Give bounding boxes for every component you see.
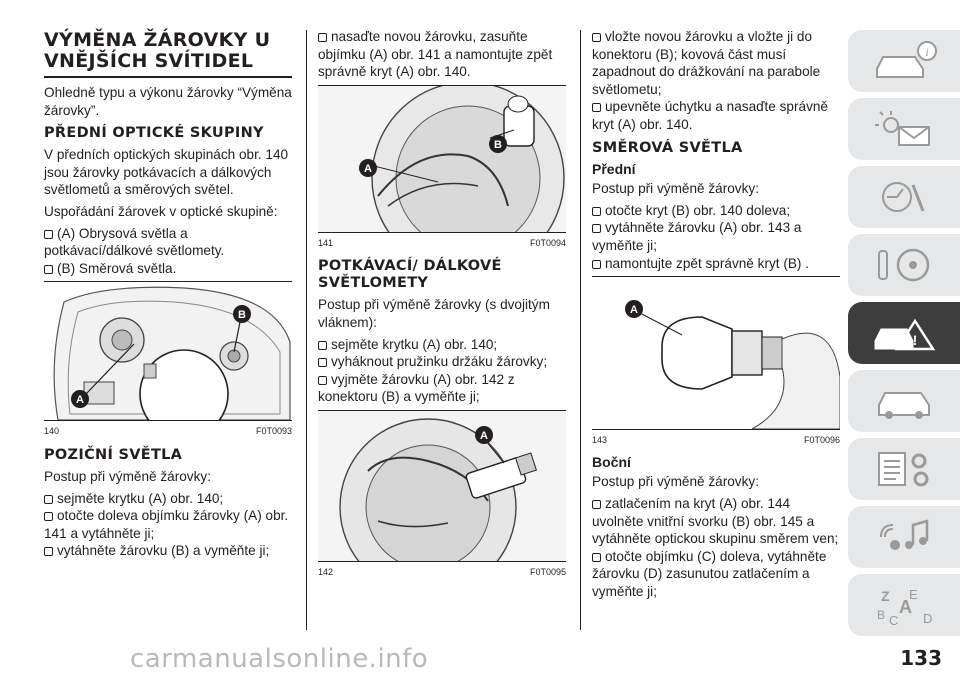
page-number: 133 xyxy=(900,646,942,670)
tab-car-maintenance[interactable] xyxy=(848,370,960,432)
bullet-icon xyxy=(44,265,53,274)
chapter-sidebar xyxy=(848,30,960,642)
figure-143 xyxy=(592,276,840,450)
bullet-icon xyxy=(592,103,601,112)
callout-a: A xyxy=(630,304,638,317)
paragraph: Postup při výměně žárovky (s dvojitým vláknem): xyxy=(318,297,550,330)
svg-text:B: B xyxy=(877,608,886,622)
column-divider xyxy=(580,30,581,630)
paragraph: Postup při výměně žárovky: xyxy=(592,474,759,490)
figure-code: F0T0094 xyxy=(529,237,566,248)
multimedia-icon xyxy=(869,515,939,559)
column-3 xyxy=(592,28,840,604)
svg-text:C: C xyxy=(889,613,899,627)
tab-technical-data[interactable] xyxy=(848,438,960,500)
subheading: Přední xyxy=(592,160,636,177)
list-item: vytáhněte žárovku (B) a vyměňte ji; xyxy=(44,542,292,560)
figure-141 xyxy=(318,85,566,253)
list-item: upevněte úchytku a nasaďte správně kryt (A) obr. 140. xyxy=(592,99,828,132)
headlamp-illustration xyxy=(44,282,292,420)
subheading: Boční xyxy=(592,453,631,470)
callout-b: B xyxy=(494,138,502,151)
bullet-icon xyxy=(44,512,53,521)
paragraph: V předních optických skupinách obr. 140 jsou žárovky potkávacích a dálkových světlometů a směrových světel. xyxy=(44,147,289,198)
bullet-list xyxy=(44,490,292,560)
tab-safety[interactable] xyxy=(848,166,960,228)
paragraph: Postup při výměně žárovky: xyxy=(592,181,759,197)
figure-number: 140 xyxy=(44,426,60,437)
bullet-list xyxy=(318,28,566,81)
figure-140 xyxy=(44,281,292,441)
callout-a: A xyxy=(364,162,372,175)
list-item: vyháknout pružinku držáku žárovky; xyxy=(318,353,566,371)
column-divider xyxy=(306,30,307,630)
paragraph: Postup při výměně žárovky: xyxy=(44,468,211,484)
bullet-list xyxy=(592,202,840,272)
list-item: vložte novou žárovku a vložte ji do konektoru (B); kovová část musí zapadnout do drážkování na parabole světlometu; xyxy=(592,29,821,97)
subsection-title: PŘEDNÍ OPTICKÉ SKUPINY xyxy=(44,125,264,142)
list-item: sejměte krytku (A) obr. 140; xyxy=(44,490,292,508)
dashboard-lights-icon xyxy=(869,107,939,151)
tab-index[interactable] xyxy=(848,574,960,636)
bullet-icon xyxy=(44,230,53,239)
figure-code: F0T0093 xyxy=(255,426,292,437)
figure-code: F0T0095 xyxy=(529,566,566,577)
figure-caption xyxy=(44,421,292,441)
bullet-icon xyxy=(592,500,601,509)
column-2 xyxy=(318,28,566,586)
bullet-icon xyxy=(318,341,327,350)
headlamp-rear-illustration xyxy=(318,86,566,232)
list-item: otočte kryt (B) obr. 140 doleva; xyxy=(592,202,840,220)
list-item: otočte objímku (C) doleva, vytáhněte žárovku (D) zasunutou zatlačením a vyměňte ji; xyxy=(592,548,827,599)
intro-text: Ohledně typu a výkonu žárovky “Výměna žárovky”. xyxy=(44,85,292,118)
svg-text:i: i xyxy=(925,45,929,59)
bullet-icon xyxy=(318,358,327,367)
bullet-icon xyxy=(592,260,601,269)
watermark: carmanualsonline.info xyxy=(130,644,429,674)
tab-dashboard-lights[interactable] xyxy=(848,98,960,160)
svg-text:A: A xyxy=(899,597,912,617)
figure-number: 142 xyxy=(318,566,334,577)
figure-number: 143 xyxy=(592,435,608,446)
tab-car-info[interactable] xyxy=(848,30,960,92)
emergency-icon xyxy=(869,311,939,355)
svg-text:E: E xyxy=(909,587,918,602)
index-icon xyxy=(869,583,939,627)
list-item: (B) Směrová světla. xyxy=(44,260,292,278)
list-item: sejměte krytku (A) obr. 140; xyxy=(318,336,566,354)
bullet-icon xyxy=(592,207,601,216)
car-maintenance-icon xyxy=(869,379,939,423)
list-item: vytáhněte žárovku (A) obr. 143 a vyměňte ji; xyxy=(592,220,802,253)
turn-signal-bulb-illustration xyxy=(592,277,840,429)
list-item: namontujte zpět správně kryt (B) . xyxy=(592,255,840,273)
bullet-icon xyxy=(44,547,53,556)
tab-key-steering[interactable] xyxy=(848,234,960,296)
bullet-list xyxy=(318,336,566,406)
paragraph: Uspořádání žárovek v optické skupině: xyxy=(44,203,278,219)
list-item: zatlačením na kryt (A) obr. 144 uvolněte vnitřní svorku (B) obr. 145 a vytáhněte optickou skupinu směrem ven; xyxy=(592,495,839,547)
list-item: vyjměte žárovku (A) obr. 142 z konektoru (B) a vyměňte ji; xyxy=(318,371,515,405)
bulb-removal-illustration xyxy=(318,411,566,561)
technical-data-icon xyxy=(869,447,939,491)
list-item: nasaďte novou žárovku, zasuňte objímku (A) obr. 141 a namontujte zpět správně kryt (A) obr. 140. xyxy=(318,29,553,80)
figure-caption xyxy=(318,233,566,253)
figure-number: 141 xyxy=(318,237,334,248)
bullet-icon xyxy=(318,376,327,385)
bullet-icon xyxy=(318,33,327,42)
bullet-icon xyxy=(592,553,601,562)
car-info-icon xyxy=(869,39,939,83)
bullet-list xyxy=(592,28,840,134)
bullet-list xyxy=(44,225,292,278)
section-title: VÝMĚNA ŽÁROVKY U VNĚJŠÍCH SVÍTIDEL xyxy=(44,30,292,78)
callout-a: A xyxy=(480,429,488,442)
callout-b: B xyxy=(238,309,246,322)
subsection-title: SMĚROVÁ SVĚTLA xyxy=(592,139,743,156)
svg-text:!: ! xyxy=(912,332,918,348)
bullet-icon xyxy=(592,33,601,42)
key-steering-icon xyxy=(869,243,939,287)
tab-multimedia[interactable] xyxy=(848,506,960,568)
safety-icon xyxy=(869,175,939,219)
list-item: otočte doleva objímku žárovky (A) obr. 141 a vytáhněte ji; xyxy=(44,508,289,541)
subsection-title: POZIČNÍ SVĚTLA xyxy=(44,446,183,463)
figure-caption xyxy=(592,430,840,450)
list-item: (A) Obrysová světla a potkávací/dálkové světlomety. xyxy=(44,225,225,259)
figure-code: F0T0096 xyxy=(803,435,840,446)
subsection-title: POTKÁVACÍ/ DÁLKOVÉ SVĚTLOMETY xyxy=(318,258,502,292)
svg-text:D: D xyxy=(923,611,933,626)
figure-caption xyxy=(318,562,566,582)
svg-text:Z: Z xyxy=(881,588,890,604)
column-1 xyxy=(44,28,292,564)
callout-a: A xyxy=(76,394,84,407)
bullet-list xyxy=(592,495,840,601)
bullet-icon xyxy=(44,495,53,504)
bullet-icon xyxy=(592,224,601,233)
tab-emergency[interactable] xyxy=(848,302,960,364)
figure-142 xyxy=(318,410,566,582)
